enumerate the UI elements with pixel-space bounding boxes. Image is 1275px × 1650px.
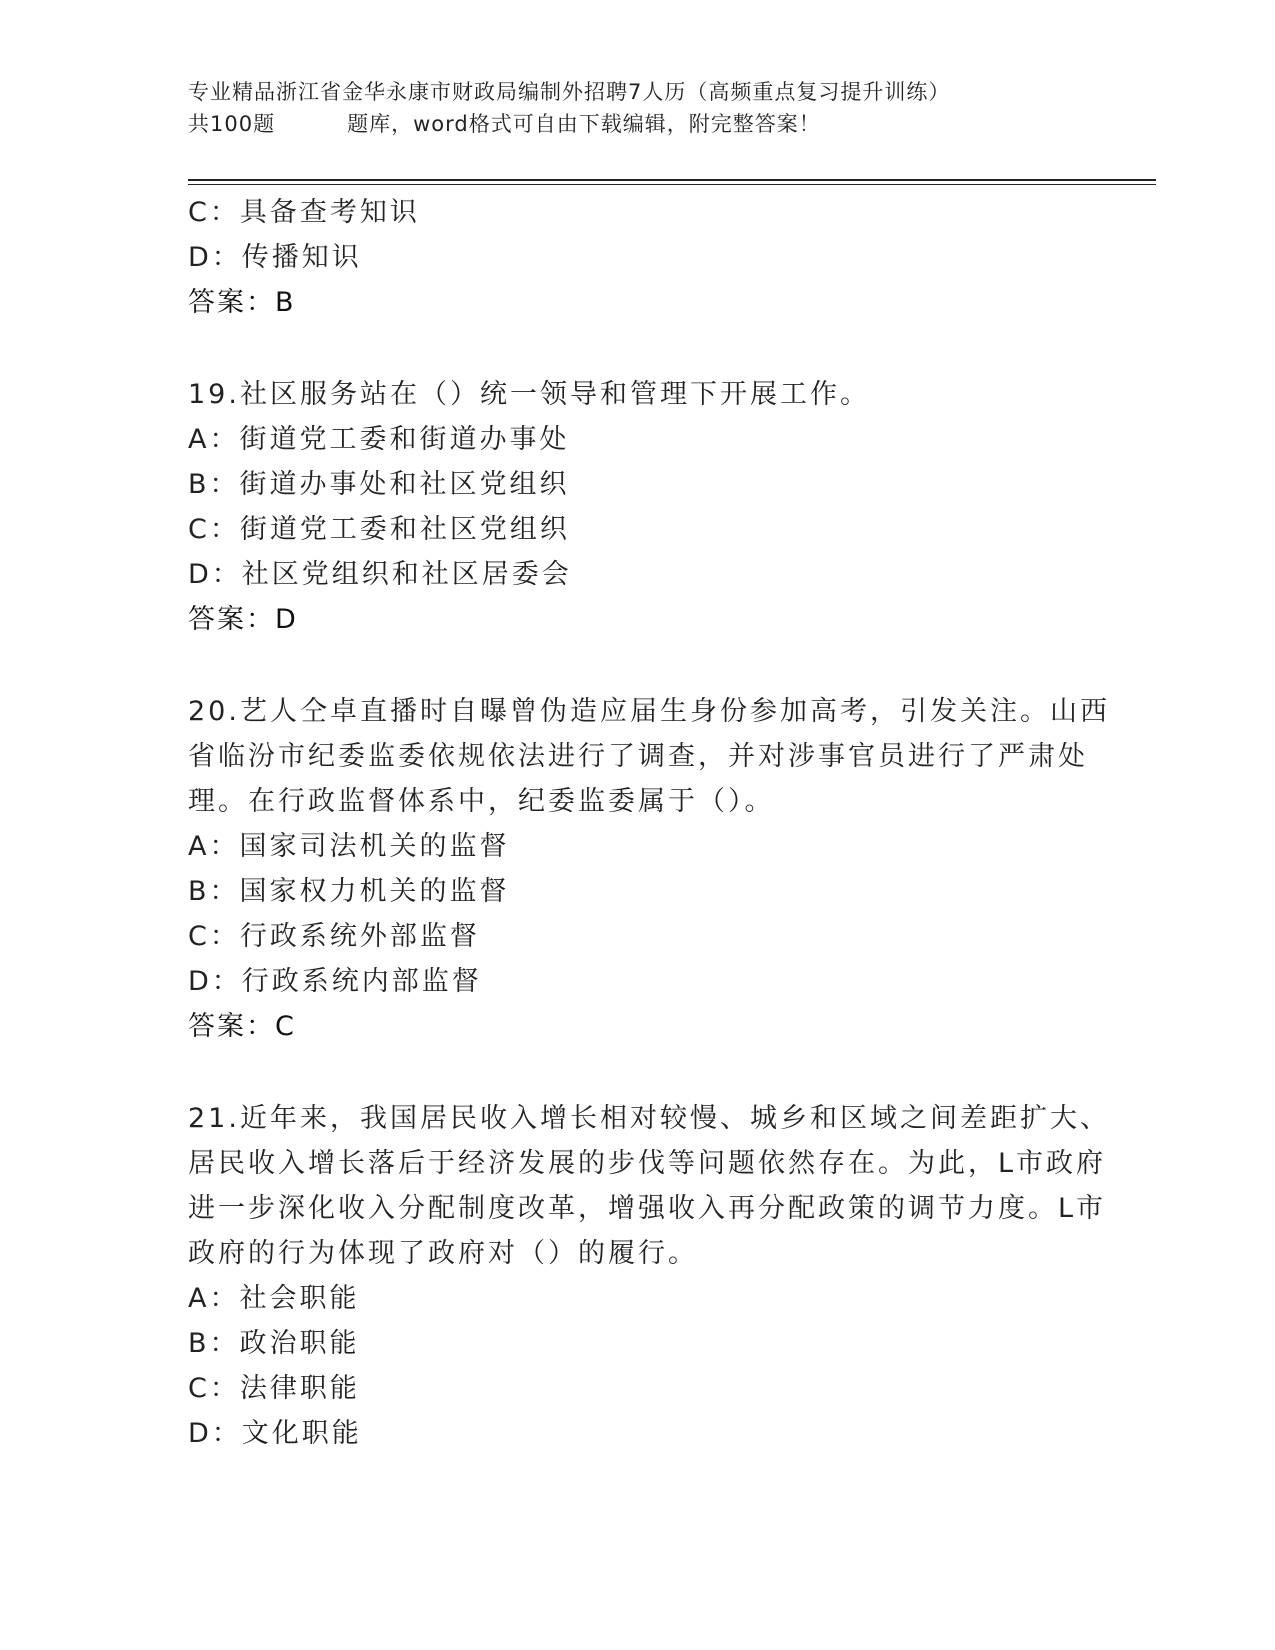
header-title-line-1: 专业精品浙江省金华永康市财政局编制外招聘7人历（高频重点复习提升训练）	[188, 80, 951, 104]
question-text-line: 21.近年来，我国居民收入增长相对较慢、城乡和区域之间差距扩大、	[188, 1103, 1110, 1134]
option-a: A：国家司法机关的监督	[188, 831, 510, 862]
question-text-line: 理。在行政监督体系中，纪委监委属于（）。	[188, 786, 775, 817]
option-d: D：行政系统内部监督	[188, 966, 482, 997]
option-c: C：行政系统外部监督	[188, 921, 480, 952]
question-text-line: 19.社区服务站在（）统一领导和管理下开展工作。	[188, 379, 870, 410]
option-d: D：社区党组织和社区居委会	[188, 559, 572, 590]
question-text-line: 20.艺人仝卓直播时自曝曾伪造应届生身份参加高考，引发关注。山西	[188, 696, 1110, 727]
answer-line: 答案：C	[188, 1011, 296, 1042]
option-b: B：政治职能	[188, 1328, 360, 1359]
question-text-line: 省临汾市纪委监委依规依法进行了调查，并对涉事官员进行了严肃处	[188, 741, 1088, 772]
header-divider-thin	[188, 184, 1156, 185]
question-text	[188, 689, 1110, 824]
question-block-20	[188, 689, 1110, 1049]
header-divider-thick	[188, 179, 1156, 181]
question-text-line: 居民收入增长落后于经济发展的步伐等问题依然存在。为此，L市政府	[188, 1148, 1107, 1179]
question-text	[188, 372, 1088, 417]
document-body	[188, 190, 1110, 1456]
question-block-prev	[188, 190, 1088, 325]
question-block-19	[188, 372, 1088, 642]
option-c: C：具备查考知识	[188, 197, 420, 228]
question-text-line: 进一步深化收入分配制度改革，增强收入再分配政策的调节力度。L市	[188, 1193, 1107, 1224]
header-count: 共100题	[188, 112, 276, 136]
option-b: B：国家权力机关的监督	[188, 876, 510, 907]
option-b: B：街道办事处和社区党组织	[188, 469, 570, 500]
option-d: D：传播知识	[188, 242, 362, 273]
question-text-line: 政府的行为体现了政府对（）的履行。	[188, 1238, 698, 1269]
answer-line: 答案：D	[188, 604, 298, 635]
option-c: C：法律职能	[188, 1373, 360, 1404]
header-description: 题库，word格式可自由下载编辑，附完整答案！	[347, 112, 821, 136]
question-block-21	[188, 1096, 1110, 1456]
document-header	[188, 76, 1088, 140]
answer-line: 答案：B	[188, 287, 296, 318]
option-a: A：社会职能	[188, 1283, 360, 1314]
option-d: D：文化职能	[188, 1418, 362, 1449]
option-c: C：街道党工委和社区党组织	[188, 514, 570, 545]
question-text	[188, 1096, 1110, 1276]
header-title-line-2	[188, 108, 1088, 140]
option-a: A：街道党工委和街道办事处	[188, 424, 570, 455]
